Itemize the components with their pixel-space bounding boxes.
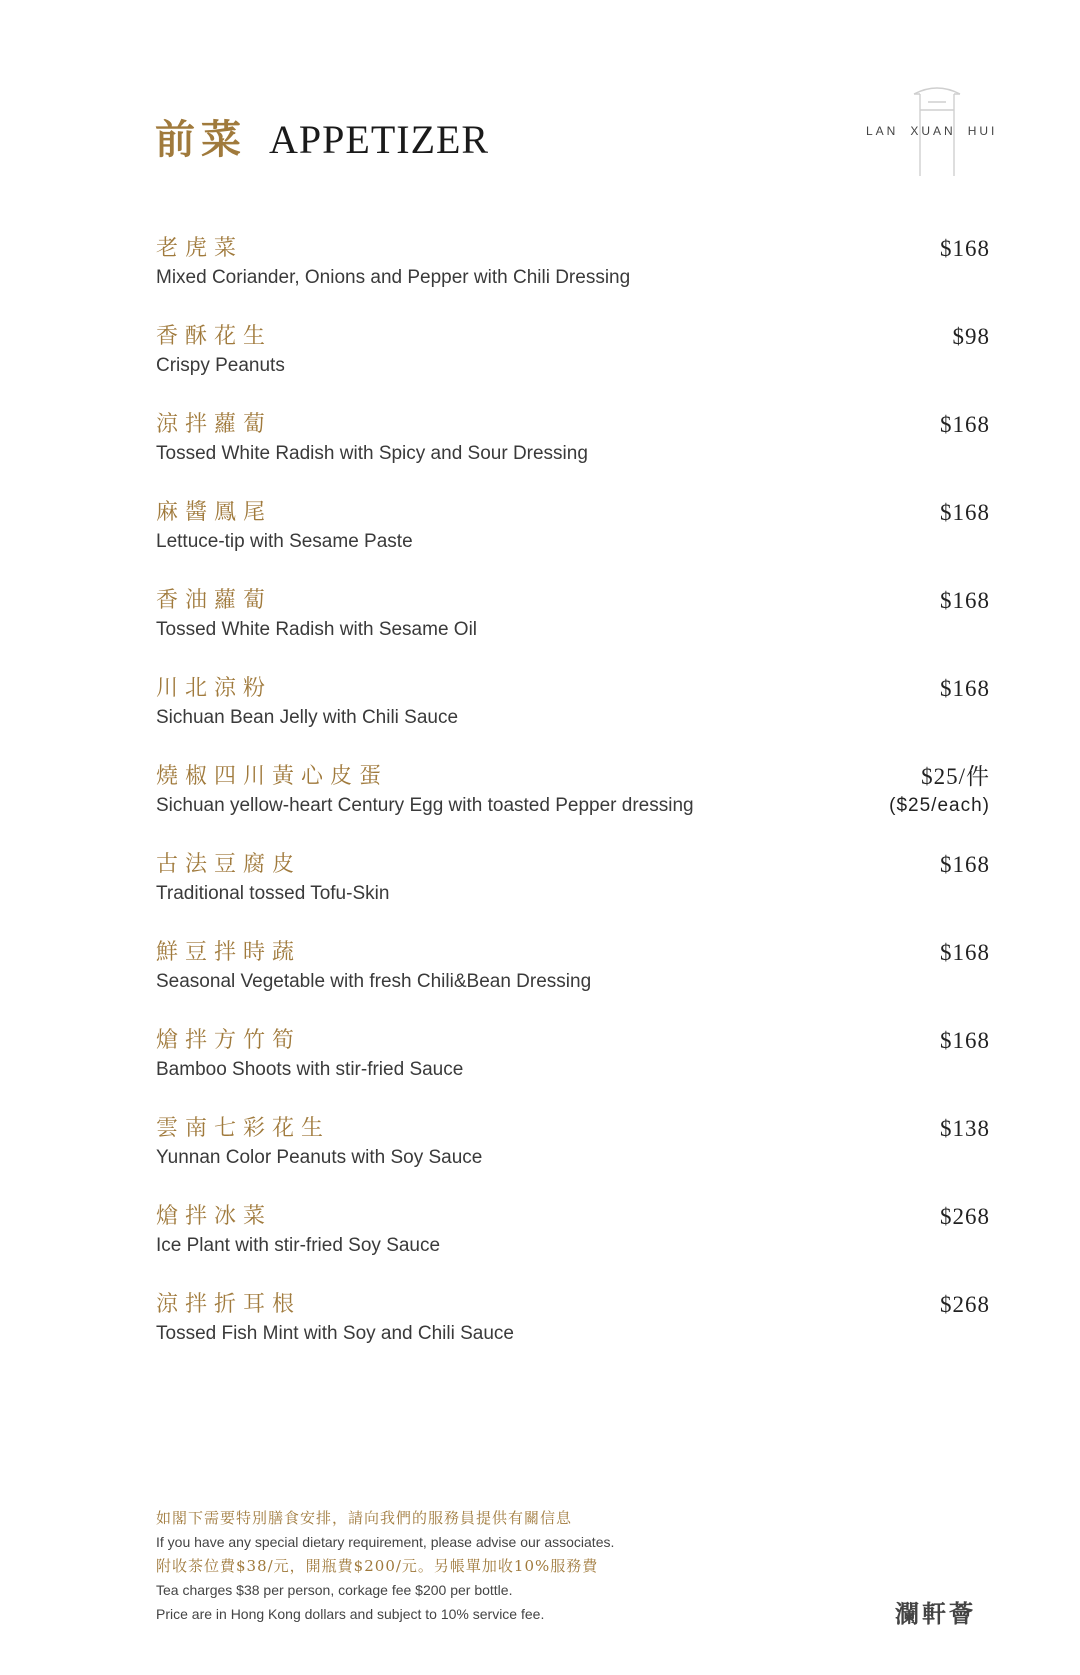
item-name-chinese: 涼拌蘿蔔	[156, 412, 273, 437]
menu-item	[156, 1026, 990, 1114]
menu-item	[156, 498, 990, 586]
brand-name: LAN XUAN HUI	[866, 124, 998, 138]
item-name-chinese: 麻醬鳳尾	[156, 500, 273, 525]
item-name-chinese: 古法豆腐皮	[156, 852, 302, 877]
item-name-english: Tossed Fish Mint with Soy and Chili Sauce	[156, 1323, 514, 1344]
item-name-chinese: 雲南七彩花生	[156, 1116, 331, 1141]
menu-item	[156, 1290, 990, 1378]
item-name-chinese: 鮮豆拌時蔬	[156, 940, 302, 965]
item-price: $168	[940, 852, 990, 877]
menu-item	[156, 322, 990, 410]
item-name-english: Sichuan Bean Jelly with Chili Sauce	[156, 707, 459, 728]
dietary-note-english: If you have any special dietary requirement, please advise our associates.	[156, 1534, 615, 1550]
item-price: $168	[940, 236, 990, 261]
page-title: APPETIZER	[269, 117, 490, 162]
page-title-chinese: 前菜	[155, 116, 247, 163]
menu-item	[156, 234, 990, 322]
dietary-note-chinese: 如閣下需要特別膳食安排，請向我們的服務員提供有關信息	[156, 1509, 573, 1527]
footer-notes	[156, 1506, 916, 1626]
item-name-english: Yunnan Color Peanuts with Soy Sauce	[156, 1147, 483, 1168]
item-name-english: Mixed Coriander, Onions and Pepper with Chili Dressing	[156, 267, 631, 288]
item-price: $168	[940, 676, 990, 701]
item-name-english: Lettuce-tip with Sesame Paste	[156, 531, 413, 552]
item-name-english: Traditional tossed Tofu-Skin	[156, 883, 390, 904]
restaurant-signature: 瀾軒薈	[895, 1599, 976, 1628]
menu-item	[156, 1202, 990, 1290]
item-name-english: Bamboo Shoots with stir-fried Sauce	[156, 1059, 464, 1080]
item-price-chinese: $25/件	[921, 764, 990, 789]
item-name-chinese: 燒椒四川黃心皮蛋	[156, 764, 389, 789]
item-price-each: ($25/each)	[889, 795, 990, 816]
item-name-chinese: 熗拌冰菜	[156, 1204, 273, 1229]
menu-item	[156, 674, 990, 762]
item-name-chinese: 涼拌折耳根	[156, 1292, 302, 1317]
item-price	[889, 762, 990, 820]
item-name-english: Tossed White Radish with Spicy and Sour Dressing	[156, 443, 588, 464]
item-name-chinese: 老虎菜	[156, 236, 244, 261]
menu-item	[156, 586, 990, 674]
item-price: $168	[940, 1028, 990, 1053]
item-name-chinese: 熗拌方竹筍	[156, 1028, 302, 1053]
item-price: $168	[940, 412, 990, 437]
item-price: $268	[940, 1204, 990, 1229]
item-name-english: Seasonal Vegetable with fresh Chili&Bean Dressing	[156, 971, 592, 992]
menu-item	[156, 1114, 990, 1202]
item-price: $168	[940, 500, 990, 525]
item-name-english: Sichuan yellow-heart Century Egg with toasted Pepper dressing	[156, 795, 694, 816]
menu-item	[156, 410, 990, 498]
menu-list	[156, 234, 990, 1378]
item-name-english: Tossed White Radish with Sesame Oil	[156, 619, 478, 640]
item-name-chinese: 川北涼粉	[156, 676, 273, 701]
item-price: $168	[940, 588, 990, 613]
menu-item	[156, 938, 990, 1026]
item-price: $98	[952, 324, 990, 349]
brand-logo	[860, 80, 1000, 180]
item-name-chinese: 香油蘿蔔	[156, 588, 273, 613]
item-name-english: Crispy Peanuts	[156, 355, 285, 376]
charges-note-chinese: 附收茶位費$38/元，開瓶費$200/元。另帳單加收10%服務費	[156, 1557, 599, 1575]
charges-note-english: Tea charges $38 per person, corkage fee $200 per bottle.	[156, 1582, 513, 1598]
item-price: $168	[940, 940, 990, 965]
menu-item	[156, 850, 990, 938]
item-name-english: Ice Plant with stir-fried Soy Sauce	[156, 1235, 441, 1256]
item-name-chinese: 香酥花生	[156, 324, 273, 349]
menu-item	[156, 762, 990, 850]
page-header	[155, 108, 489, 165]
item-price: $138	[940, 1116, 990, 1141]
service-fee-note: Price are in Hong Kong dollars and subject to 10% service fee.	[156, 1606, 545, 1622]
item-price: $268	[940, 1292, 990, 1317]
